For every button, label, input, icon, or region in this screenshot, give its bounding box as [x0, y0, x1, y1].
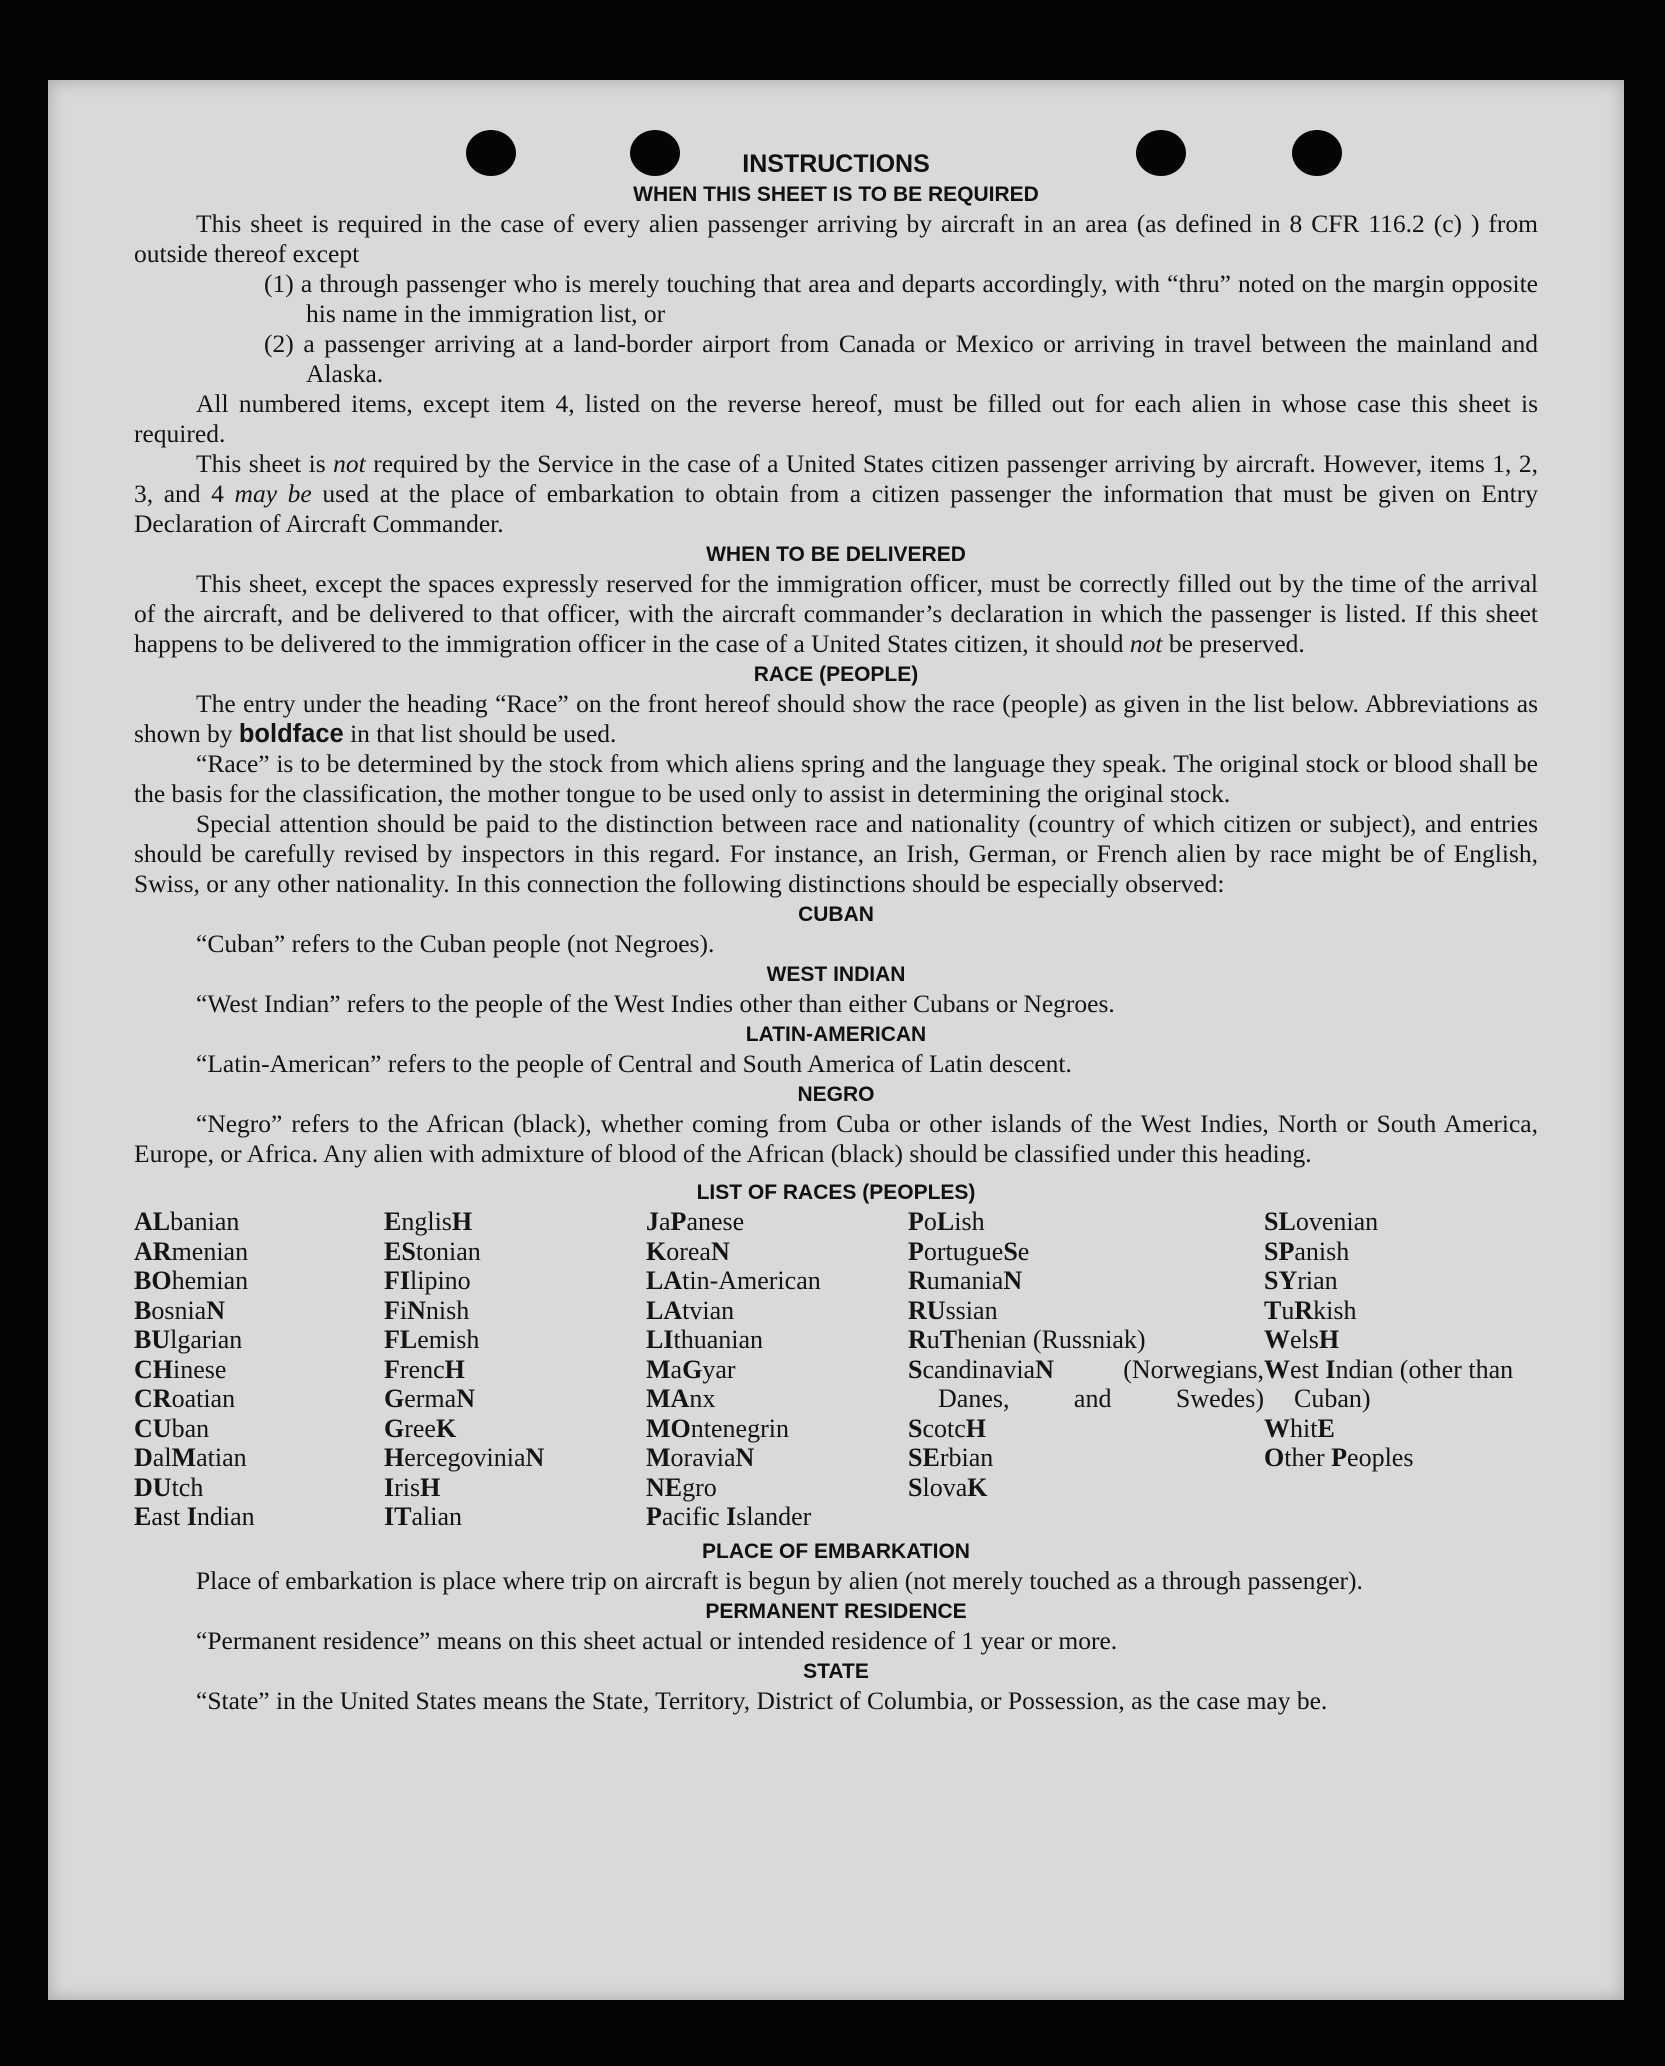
section-heading-list-of-races: LIST OF RACES (PEOPLES) [696, 1181, 976, 1204]
race-entry: CRoatian [134, 1384, 236, 1413]
section-heading-delivered: WHEN TO BE DELIVERED [706, 543, 966, 566]
paragraph: “State” in the United States means the State, Territory, District of Columbia, or Possession, as the case may be. [196, 1685, 1328, 1715]
paragraph: “Negro” refers to the African (black), whether coming from Cuba or other islands of the West Indies, North or South America, Europe, or Africa. Any alien with admixture of blood of the African (black) should be classified under this heading. [134, 1109, 1538, 1168]
list-item: (2) a passenger arriving at a land-border airport from Canada or Mexico or arriving in travel between the mainland and Alaska. [264, 329, 1538, 388]
race-entry: JaPanese [646, 1207, 745, 1236]
race-entry: ITalian [384, 1502, 462, 1531]
race-entry: EnglisH [384, 1207, 473, 1236]
race-entry: MOntenegrin [646, 1413, 789, 1443]
race-entry: GreeK [384, 1413, 457, 1443]
paragraph: Place of embarkation is place where trip on aircraft is begun by alien (not merely touched as a through passenger). [196, 1565, 1363, 1595]
race-entry: ScotcH [908, 1413, 987, 1443]
punch-hole [1292, 130, 1342, 176]
race-entry: BOhemian [134, 1266, 249, 1295]
race-entry: FrencH [384, 1354, 465, 1384]
section-heading-embarkation: PLACE OF EMBARKATION [702, 1539, 970, 1563]
race-entry: FIlipino [384, 1266, 471, 1295]
section-heading-negro: NEGRO [797, 1083, 875, 1106]
race-entry: ALbanian [134, 1207, 240, 1236]
section-heading-latin-american: LATIN-AMERICAN [745, 1023, 927, 1046]
race-entry: RUssian [908, 1295, 998, 1325]
race-entry: PoLish [908, 1207, 985, 1236]
race-entry: ScandinaviaN (Norwegians, Danes, and Swedes) [908, 1354, 1264, 1413]
race-entry: TuRkish [1264, 1295, 1357, 1325]
paragraph: This sheet is not required by the Service in the case of a United States citizen passenger arriving by aircraft. However, items 1, 2, 3, and 4 may be used at the place of embarkation to obtain from a citizen passenger the information that must be given on Entry Declaration of Aircraft Commander. [134, 449, 1538, 538]
paragraph: “Cuban” refers to the Cuban people (not Negroes). [196, 929, 715, 958]
race-entry: LIthuanian [646, 1325, 763, 1354]
paragraph: This sheet, except the spaces expressly reserved for the immigration officer, must be correctly filled out by the time of the arrival of the aircraft, and be delivered to that officer, with the aircraft commander’s declaration in which the passenger is listed. If this sheet happens to be delivered to the immigration officer in the case of a United States citizen, it should not be preserved. [134, 569, 1538, 658]
race-entry: SLovenian [1264, 1207, 1379, 1236]
races-list [134, 1207, 1538, 1532]
races-column [908, 1207, 1264, 1532]
races-column [646, 1207, 908, 1532]
race-entry: BosniaN [134, 1295, 226, 1325]
race-entry: LAtin-American [646, 1266, 821, 1295]
page-title: INSTRUCTIONS [742, 150, 930, 178]
punch-hole [630, 130, 680, 176]
race-entry: SErbian [908, 1443, 994, 1472]
race-entry: RumaniaN [908, 1266, 1023, 1295]
race-entry: FiNnish [384, 1295, 470, 1325]
race-entry: NEgro [646, 1472, 717, 1502]
race-entry: MaGyar [646, 1354, 736, 1384]
punch-hole [466, 130, 516, 176]
race-entry: DalMatian [134, 1443, 247, 1472]
instruction-sheet [48, 80, 1624, 2000]
paragraph: The entry under the heading “Race” on the front hereof should show the race (people) as given in the list below. Abbreviations as shown by boldface in that list should be used. [134, 689, 1538, 748]
paragraph: All numbered items, except item 4, listed on the reverse hereof, must be filled out for each alien in whose case this sheet is required. [134, 389, 1538, 448]
race-entry: CHinese [134, 1354, 227, 1384]
section-heading-west-indian: WEST INDIAN [766, 963, 906, 986]
race-entry: DUtch [134, 1472, 204, 1502]
race-entry: HercegoviniaN [384, 1443, 545, 1472]
punch-hole [1136, 130, 1186, 176]
section-heading-state: STATE [803, 1659, 869, 1683]
paragraph: Special attention should be paid to the distinction between race and nationality (country of which citizen or subject), and entries should be carefully revised by inspectors in this regard. For instance, an Irish, German, or French alien by race might be of English, Swiss, or any other nationality. In this connection the following distinctions should be especially observed: [134, 809, 1538, 898]
section-heading-cuban: CUBAN [798, 903, 874, 926]
race-entry: SYrian [1264, 1266, 1338, 1295]
races-column [1264, 1207, 1564, 1532]
races-column [384, 1207, 646, 1532]
paragraph: “Race” is to be determined by the stock from which aliens spring and the language they speak. The original stock or blood shall be the basis for the classification, the mother tongue to be used only to assist in determining the original stock. [134, 749, 1538, 808]
paragraph: “Latin-American” refers to the people of Central and South America of Latin descent. [196, 1049, 1072, 1078]
race-entry: SlovaK [908, 1472, 988, 1502]
race-entry: PortugueSe [908, 1236, 1030, 1266]
race-entry: CUban [134, 1413, 210, 1443]
race-entry: KoreaN [646, 1236, 730, 1266]
paragraph: This sheet is required in the case of every alien passenger arriving by aircraft in an area (as defined in 8 CFR 116.2 (c) ) from outside thereof except [134, 209, 1538, 268]
race-entry: EStonian [384, 1236, 481, 1266]
race-entry: East Indian [134, 1502, 255, 1531]
race-entry: RuThenian (Russniak) [908, 1325, 1146, 1354]
race-entry: IrisH [384, 1472, 441, 1502]
race-entry: MAnx [646, 1384, 716, 1413]
race-entry: FLemish [384, 1325, 480, 1354]
race-entry: Other Peoples [1264, 1443, 1414, 1472]
race-entry: MoraviaN [646, 1443, 755, 1472]
section-heading-residence: PERMANENT RESIDENCE [705, 1599, 967, 1623]
race-entry: GermaN [384, 1384, 475, 1413]
race-entry: ARmenian [134, 1236, 249, 1266]
paragraph: “Permanent residence” means on this sheet actual or intended residence of 1 year or more. [196, 1625, 1118, 1655]
section-heading-race: RACE (PEOPLE) [753, 663, 919, 686]
race-entry: West Indian (other than Cuban) [1264, 1354, 1514, 1413]
paragraph: “West Indian” refers to the people of the West Indies other than either Cubans or Negroes. [196, 989, 1115, 1018]
races-column [134, 1207, 384, 1532]
list-item: (1) a through passenger who is merely touching that area and departs accordingly, with “thru” noted on the margin opposite his name in the immigration list, or [264, 269, 1538, 328]
race-entry: LAtvian [646, 1295, 735, 1325]
race-entry: WelsH [1264, 1325, 1340, 1354]
race-entry: Pacific Islander [646, 1502, 812, 1531]
race-entry: SPanish [1264, 1236, 1350, 1266]
race-entry: WhitE [1264, 1413, 1335, 1443]
section-heading-required: WHEN THIS SHEET IS TO BE REQUIRED [633, 183, 1039, 206]
race-entry: BUlgarian [134, 1325, 243, 1354]
